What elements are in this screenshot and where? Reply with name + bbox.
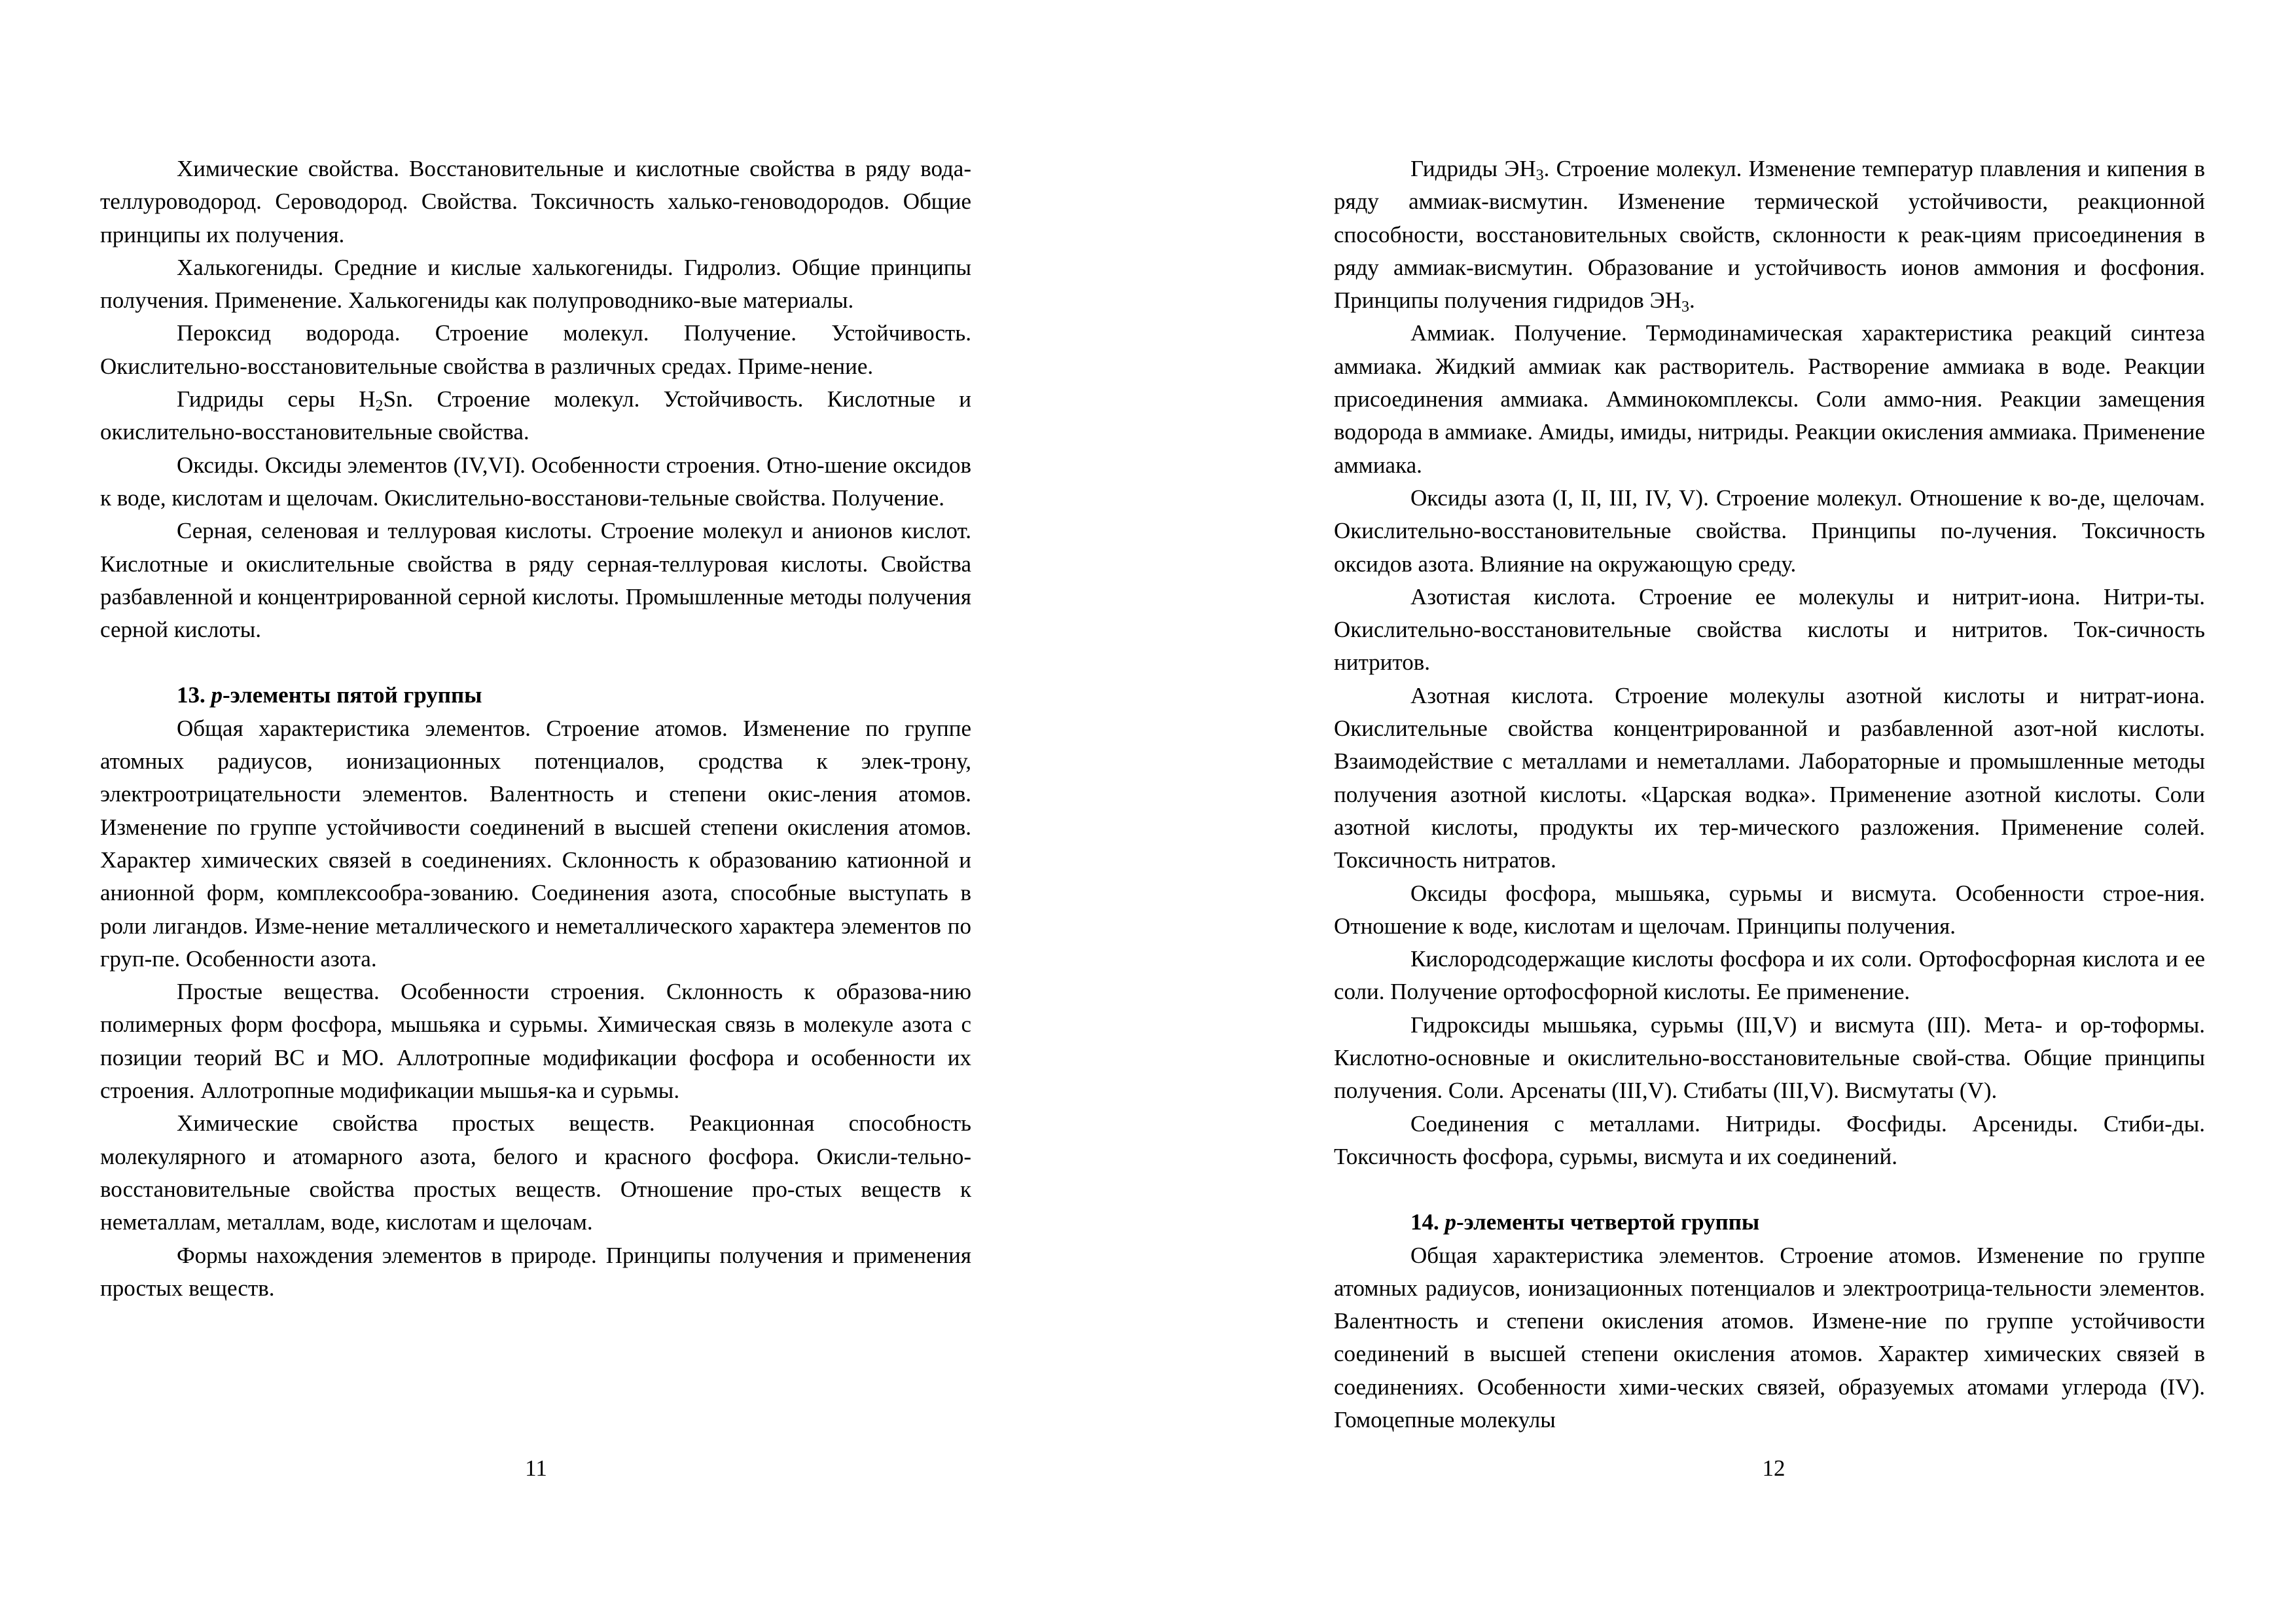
paragraph: Халькогениды. Средние и кислые халькогениды. Гидролиз. Общие принципы получения. Применение. Халькогениды как полупроводнико-вые материалы. <box>100 254 971 314</box>
paragraph: Простые вещества. Особенности строения. Склонность к образова-нию полимерных форм фосфора, мышьяка и сурьмы. Химическая связь в молекуле азота с позиции теорий ВС и МО. Аллотропные модификации фосфора и особенности их строения. Аллотропные модификации мышья-ка и сурьмы. <box>100 979 971 1104</box>
subscript: 3 <box>1681 299 1689 316</box>
paragraph: Оксиды азота (I, II, III, IV, V). Строение молекул. Отношение к во-де, щелочам. Окислительно-восстановительные свойства. Принципы по-лучения. Токсичность оксидов азота. Влияние на окружающую среду. <box>1334 484 2205 577</box>
paragraph: Соединения с металлами. Нитриды. Фосфиды. Арсениды. Стиби-ды. Токсичность фосфора, сурьмы, висмута и их соединений. <box>1334 1110 2205 1169</box>
text-run: . Строение молекул. Изменение температур плавления и кипения в ряду аммиак-висмутин. Изменение термической устойчивости, реакционной способности, восстановительных свойств, склонности к реак-циям присоединения в ряду аммиак-висмутин. Образование и устойчивость ионов аммония и фосфония. Принципы получения гидридов ЭН <box>1334 156 2205 314</box>
heading-number: 13. <box>177 682 211 708</box>
heading-italic: p <box>211 682 223 708</box>
paragraph: Аммиак. Получение. Термодинамическая характеристика реакций синтеза аммиака. Жидкий аммиак как растворитель. Растворение аммиака в воде. Реакции присоединения аммиака. Амминокомплексы. Соли аммо-ния. Реакции замещения водорода в аммиаке. Амиды, имиды, нитриды. Реакции окисления аммиака. Применение аммиака. <box>1334 320 2205 478</box>
heading-italic: p <box>1444 1209 1456 1235</box>
page-left-text <box>100 153 971 1305</box>
paragraph: Общая характеристика элементов. Строение атомов. Изменение по группе атомных радиусов, ионизационных потенциалов и электроотрица-тельности элементов. Валентность и степени окисления атомов. Измене-ние по группе устойчивости соединений в высшей степени окисления атомов. Характер химических связей в соединениях. Особенности хими-ческих связей, образуемых атомами углерода (IV). Гомоцепные молекулы <box>1334 1242 2205 1432</box>
paragraph: Химические свойства простых веществ. Реакционная способность молекулярного и атомарного азота, белого и красного фосфора. Окисли-тельно-восстановительные свойства простых веществ. Отношение про-стых веществ к неметаллам, металлам, воде, кислотам и щелочам. <box>100 1110 971 1235</box>
section-heading-13 <box>100 679 971 712</box>
heading-number: 14. <box>1410 1209 1445 1235</box>
text-run: . <box>1689 287 1695 314</box>
heading-text: -элементы четвертой группы <box>1456 1209 1760 1235</box>
paragraph: Азотистая кислота. Строение ее молекулы и нитрит-иона. Нитри-ты. Окислительно-восстановительные свойства кислоты и нитритов. Ток-сичность нитритов. <box>1334 583 2205 676</box>
paragraph: Формы нахождения элементов в природе. Принципы получения и применения простых веществ. <box>100 1242 971 1301</box>
paragraph: Азотная кислота. Строение молекулы азотной кислоты и нитрат-иона. Окислительные свойства концентрированной и разбавленной азот-ной кислоты. Взаимодействие с металлами и неметаллами. Лабораторные и промышленные методы получения азотной кислоты. «Царская водка». Применение азотной кислоты. Соли азотной кислоты, продукты их тер-мического разложения. Применение солей. Токсичность нитратов. <box>1334 682 2205 873</box>
paragraph: Общая характеристика элементов. Строение атомов. Изменение по группе атомных радиусов, ионизационных потенциалов, сродства к элек-трону, электроотрицательности элементов. Валентность и степени окис-ления атомов. Изменение по группе устойчивости соединений в высшей степени окисления атомов. Характер химических связей в соединениях. Склонность к образованию катионной и анионной форм, комплексообра-зованию. Соединения азота, способные выступать в роли лигандов. Изме-нение металлического и неметаллического характера элементов по груп-пе. Особенности азота. <box>100 715 971 972</box>
subscript: 2 <box>375 397 384 415</box>
paragraph-hydrides-sulfur <box>100 383 971 449</box>
text-run: Гидриды ЭН <box>1410 156 1536 181</box>
text-run: Гидриды серы H <box>177 386 376 412</box>
paragraph: Пероксид водорода. Строение молекул. Получение. Устойчивость. Окислительно-восстановительные свойства в различных средах. Приме-нение. <box>100 320 971 379</box>
paragraph: Гидроксиды мышьяка, сурьмы (III,V) и висмута (III). Мета- и ор-тоформы. Кислотно-основные и окислительно-восстановительные свой-ства. Общие принципы получения. Соли. Арсенаты (III,V). Стибаты (III,V). Висмутаты (V). <box>1334 1012 2205 1104</box>
page-number-right: 12 <box>1762 1455 1785 1481</box>
page-right-text <box>1334 153 2205 1436</box>
page-number-left: 11 <box>525 1455 547 1481</box>
section-heading-14 <box>1334 1206 2205 1239</box>
paragraph: Серная, селеновая и теллуровая кислоты. Строение молекул и анионов кислот. Кислотные и окислительные свойства в ряду серная-теллуровая кислоты. Свойства разбавленной и концентрированной серной кислоты. Промышленные методы получения серной кислоты. <box>100 518 971 643</box>
heading-text: -элементы пятой группы <box>223 682 482 708</box>
paragraph-hydrides-eh3 <box>1334 153 2205 317</box>
paragraph: Кислородсодержащие кислоты фосфора и их соли. Ортофосфорная кислота и ее соли. Получение ортофосфорной кислоты. Ее применение. <box>1334 946 2205 1005</box>
paragraph: Химические свойства. Восстановительные и кислотные свойства в ряду вода-теллуроводород. Сероводород. Свойства. Токсичность халько-геноводородов. Общие принципы их получения. <box>100 156 971 247</box>
paragraph: Оксиды фосфора, мышьяка, сурьмы и висмута. Особенности строе-ния. Отношение к воде, кислотам и щелочам. Принципы получения. <box>1334 880 2205 939</box>
text-run: Sn. Строение молекул. Устойчивость. Кислотные и окислительно-восстановительные свойства. <box>100 386 971 445</box>
subscript: 3 <box>1535 167 1544 184</box>
paragraph: Оксиды. Оксиды элементов (IV,VI). Особенности строения. Отно-шение оксидов к воде, кислотам и щелочам. Окислительно-восстанови-тельные свойства. Получение. <box>100 452 971 511</box>
page-right <box>1148 0 2296 1623</box>
